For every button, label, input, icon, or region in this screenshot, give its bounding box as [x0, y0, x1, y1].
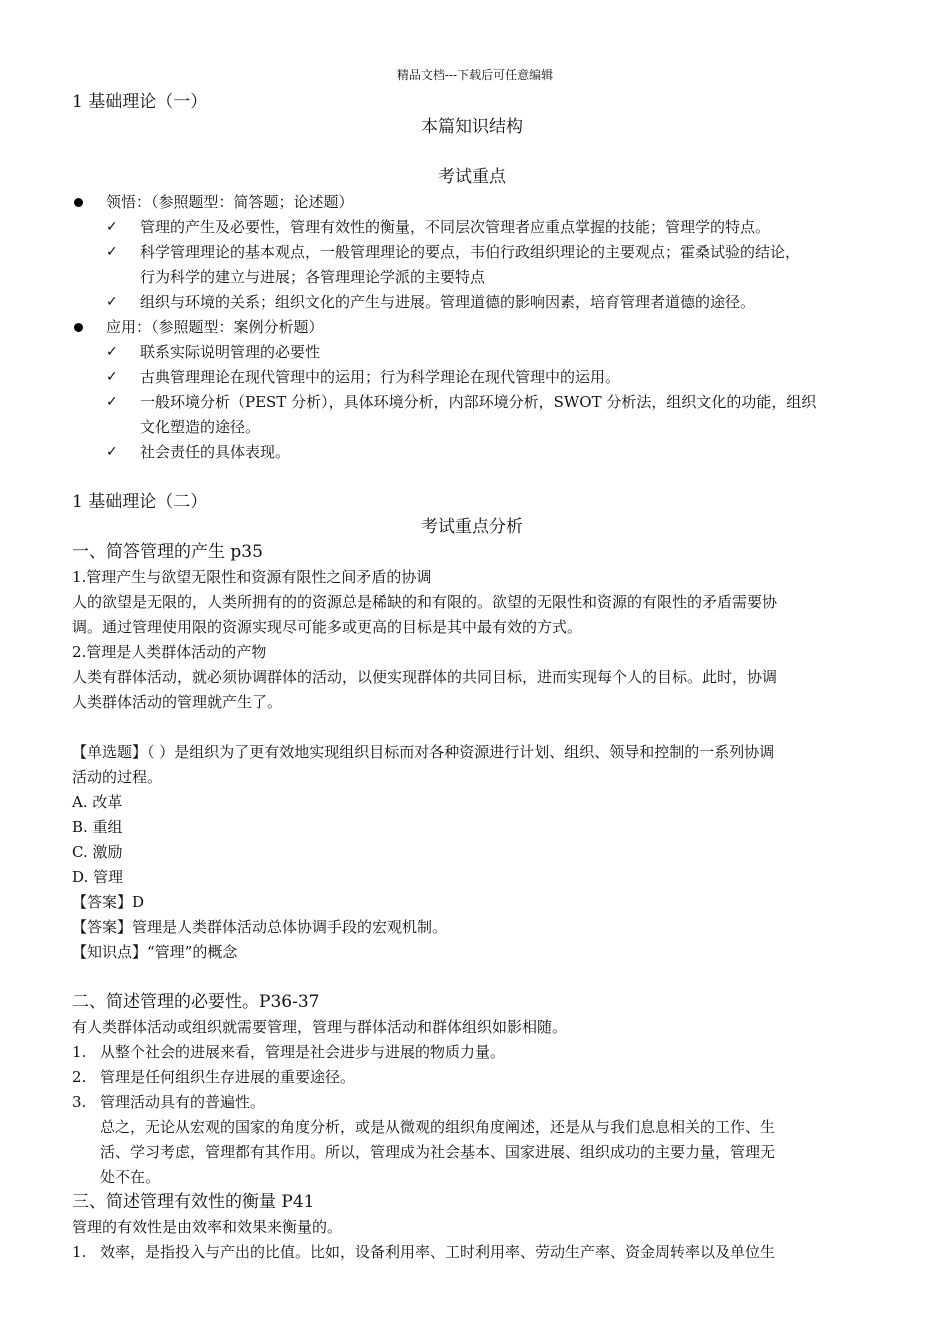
check-item: ✓ 一般环境分析（PEST 分析），具体环境分析，内部环境分析，SWOT 分析法，组织文化的功能，组织 — [72, 390, 872, 415]
exam-analysis-heading: 考试重点分析 — [421, 517, 523, 537]
checkmark-icon: ✓ — [106, 244, 118, 260]
checkmark-icon: ✓ — [106, 369, 118, 385]
check-item-continuation: 行为科学的建立与进展；各管理理论学派的主要特点 — [140, 268, 486, 286]
paragraph-summary: 活、学习考虑，管理都有其作用。所以，管理成为社会基本、国家进展、组织成功的主要力量，管理无 — [100, 1143, 776, 1161]
document-body — [72, 90, 872, 1265]
paragraph: 管理的有效性是由效率和效果来衡量的。 — [72, 1218, 343, 1236]
question-text: 【单选题】（ ）是组织为了更有效地实现组织目标而对各种资源进行计划、组织、领导和控制的一系列协调 — [72, 743, 775, 761]
bullet-application: 应用：（参照题型：案例分析题） — [72, 315, 872, 340]
heading-origin-of-management: 一、简答管理的产生 p35 — [72, 542, 263, 562]
knowledge-structure-heading: 本篇知识结构 — [421, 117, 523, 137]
check-item: ✓ 组织与环境的关系；组织文化的产生与进展。管理道德的影响因素，培育管理者道德的途径。 — [72, 290, 872, 315]
paragraph: 人类群体活动的管理就产生了。 — [72, 693, 283, 711]
check-item: ✓ 社会责任的具体表现。 — [72, 440, 872, 465]
numbered-item: 1. 从整个社会的进展来看，管理是社会进步与进展的物质力量。 — [72, 1043, 506, 1061]
check-item: ✓ 科学管理理论的基本观点，一般管理理论的要点，韦伯行政组织理论的主要观点；霍桑试验的结论， — [72, 240, 872, 265]
check-item: ✓ 管理的产生及必要性，管理有效性的衡量，不同层次管理者应重点掌握的技能；管理学的特点。 — [72, 215, 872, 240]
check-item: ✓ 联系实际说明管理的必要性 — [72, 340, 872, 365]
option-a: A. 改革 — [72, 793, 123, 811]
section-1-title: 1 基础理论（一） — [72, 92, 208, 112]
knowledge-point: 【知识点】“管理”的概念 — [72, 943, 238, 961]
option-c: C. 激励 — [72, 843, 123, 861]
checkmark-icon: ✓ — [106, 219, 118, 235]
checkmark-icon: ✓ — [106, 394, 118, 410]
bullet-dot-icon — [74, 323, 83, 332]
bullet-understanding: 领悟：（参照题型：简答题；论述题） — [72, 190, 872, 215]
section-2-title: 1 基础理论（二） — [72, 492, 208, 512]
paragraph: 2.管理是人类群体活动的产物 — [72, 643, 267, 661]
paragraph: 调。通过管理使用限的资源实现尽可能多或更高的目标是其中最有效的方式。 — [72, 618, 583, 636]
answer: 【答案】D — [72, 893, 145, 911]
paragraph-summary: 总之，无论从宏观的国家的角度分析，或是从微观的组织角度阐述，还是从与我们息息相关的工作、生 — [100, 1118, 776, 1136]
numbered-item: 1. 效率，是指投入与产出的比值。比如，设备利用率、工时利用率、劳动生产率、资金周转率以及单位生 — [72, 1243, 776, 1261]
check-item-continuation: 文化塑造的途径。 — [140, 418, 261, 436]
checkmark-icon: ✓ — [106, 344, 118, 360]
paragraph: 人的欲望是无限的，人类所拥有的的资源总是稀缺的和有限的。欲望的无限性和资源的有限性的矛盾需要协 — [72, 593, 778, 611]
checkmark-icon: ✓ — [106, 444, 118, 460]
question-text: 活动的过程。 — [72, 768, 163, 786]
option-b: B. 重组 — [72, 818, 123, 836]
heading-necessity: 二、简述管理的必要性。P36-37 — [72, 992, 320, 1012]
answer-explanation: 【答案】管理是人类群体活动总体协调手段的宏观机制。 — [72, 918, 448, 936]
numbered-item: 2. 管理是任何组织生存进展的重要途径。 — [72, 1068, 356, 1086]
page-header: 精品文档---下载后可任意编辑 — [396, 68, 554, 82]
option-d: D. 管理 — [72, 868, 124, 886]
bullet-dot-icon — [74, 198, 83, 207]
numbered-item: 3. 管理活动具有的普遍性。 — [72, 1093, 266, 1111]
paragraph: 人类有群体活动，就必须协调群体的活动，以便实现群体的共同目标，进而实现每个人的目标。此时，协调 — [72, 668, 778, 686]
paragraph: 1.管理产生与欲望无限性和资源有限性之间矛盾的协调 — [72, 568, 432, 586]
heading-effectiveness: 三、简述管理有效性的衡量 P41 — [72, 1192, 315, 1212]
check-item: ✓ 古典管理理论在现代管理中的运用；行为科学理论在现代管理中的运用。 — [72, 365, 872, 390]
paragraph: 有人类群体活动或组织就需要管理，管理与群体活动和群体组织如影相随。 — [72, 1018, 568, 1036]
paragraph-summary: 处不在。 — [100, 1168, 161, 1186]
checkmark-icon: ✓ — [106, 294, 118, 310]
exam-focus-heading: 考试重点 — [438, 167, 506, 187]
